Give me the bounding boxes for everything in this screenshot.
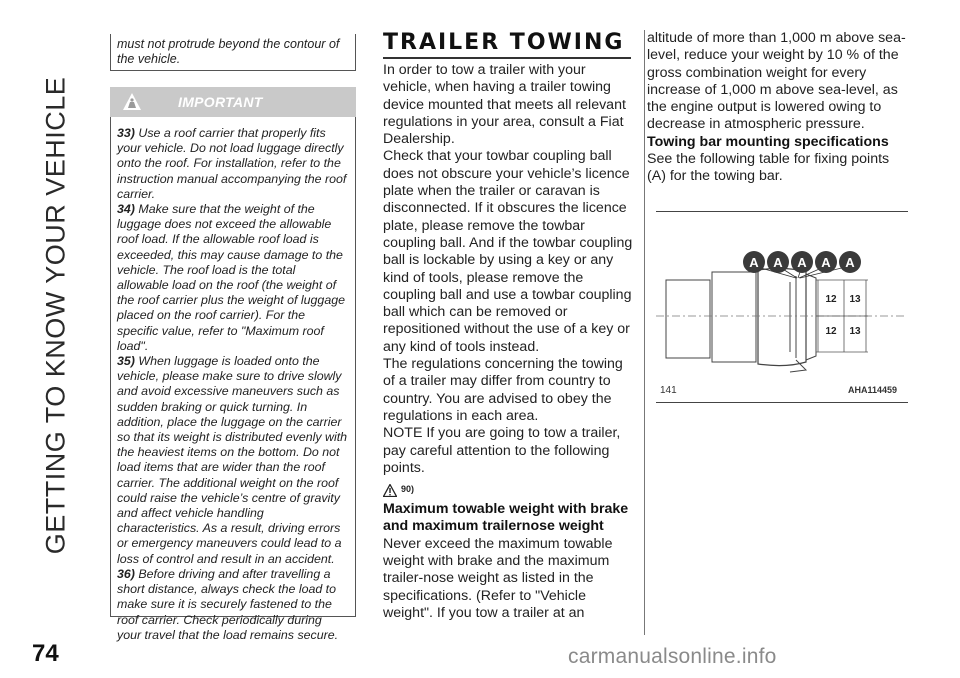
warning-triangle-icon (122, 92, 142, 112)
figure-number: 141 (660, 385, 677, 396)
subheading: Maximum towable weight with brake and maximum trailernose weight (383, 501, 629, 535)
dimension-label-12-upper: 12 (825, 294, 837, 305)
page-number: 74 (32, 640, 59, 667)
column-divider (644, 30, 645, 635)
important-header (110, 87, 356, 117)
note-number: 33) (117, 126, 135, 140)
note-33 (117, 126, 349, 202)
figure-code: AHA114459 (848, 385, 898, 395)
note-number: 34) (117, 202, 135, 217)
note-35 (117, 354, 349, 567)
callout-a-5-label: A (845, 255, 855, 270)
paragraph: In order to tow a trailer with your vehicle, when having a trailer towing device mounted that meets all relevant regulations in your area, consult a Fiat Dealership. (383, 62, 626, 148)
note-text: When luggage is loaded onto the vehicle, please make sure to drive slowly and avoid excessive maneuvers such as sudden braking or quick turning. In addition, place the luggage on the carrier so that its weight is distributed evenly with the heaviest items on the bottom. Do not load items that are wider than the roof carrier. The additional weight on the roof could raise the vehicle’s centre of gravity and affect vehicle handling characteristics. As a result, driving errors or emergency maneuvers could lead to a loss of control and result in an accident. (117, 354, 348, 566)
section-side-heading-text: GETTING TO KNOW YOUR VEHICLE (40, 76, 71, 554)
paragraph: See the following table for fixing points (A) for the towing bar. (647, 151, 890, 185)
towing-bar-figure (656, 211, 908, 403)
callout-a-3-label: A (797, 255, 807, 270)
warning-ref-number: 90) (401, 484, 415, 495)
callout-a-2-label: A (773, 255, 783, 270)
watermark: carmanualsonline.info (568, 645, 777, 668)
continuation-note-box (110, 34, 356, 71)
important-label: IMPORTANT (178, 94, 263, 110)
section-side-heading (28, 30, 84, 600)
callout-a-4-label: A (821, 255, 831, 270)
paragraph: Check that your towbar coupling ball does not obscure your vehicle’s licence plate when the trailer or caravan is disconnected. If it obscures the licence plate, please remove the towbar coupling ball. And if the towbar coupling ball is lockable by using a key or any kind of tools, please remove the coupling ball and use a towbar coupling ball which can be removed or repositioned without the use of a key or any kind of tools instead. (383, 148, 633, 355)
paragraph: NOTE If you are going to tow a trailer, pay careful attention to the following points. (383, 425, 621, 476)
dimension-label-13-lower: 13 (849, 326, 861, 337)
warning-icon (383, 484, 397, 497)
altitude-and-mounting-text (647, 30, 909, 186)
subheading: Towing bar mounting specifications (647, 133, 889, 150)
note-text: Make sure that the weight of the luggage does not exceed the allowable roof load. If the allowable roof load is exceeded, this may cause damage to the vehicle. The roof load is the total allowable load on the roof (the weight of the roof carrier plus the weight of luggage placed on the roof carrier). For the specific value, refer to "Maximum roof load". (117, 202, 345, 353)
towing-bar-diagram (656, 212, 906, 402)
dimension-label-12-lower: 12 (825, 326, 837, 337)
continuation-note-text: must not protrude beyond the contour of the vehicle. (117, 37, 340, 66)
note-text: Use a roof carrier that properly fits your vehicle. Do not load luggage directly onto the roof. For installation, refer to the instruction manual accompanying the roof carrier. (117, 126, 347, 201)
trailer-towing-body (383, 62, 635, 622)
trailer-towing-heading: TRAILER TOWING (383, 30, 625, 55)
note-number: 36) (117, 566, 135, 581)
note-34 (117, 202, 349, 354)
note-text: Before driving and after travelling a short distance, always check the load to make sure it is securely fastened to the roof carrier. Check periodically during your travel that the load remains secure. (117, 566, 339, 642)
fixing-point-callouts (743, 251, 861, 273)
dimension-label-13-upper: 13 (849, 294, 861, 305)
paragraph: The regulations concerning the towing of a trailer may differ from country to country. You are advised to obey the regulations in each area. (383, 356, 623, 424)
paragraph: altitude of more than 1,000 m above sea-level, reduce your weight by 10 % of the gross combination weight for every increase of 1,000 m above sea-level, as the engine output is lowered owing to decrease in atmospheric pressure. (647, 30, 906, 133)
note-36 (117, 567, 349, 643)
paragraph: Never exceed the maximum towable weight with brake and the maximum trailer-nose weight as listed in the specifications. (Refer to "Vehicle weight". If you tow a trailer at an (383, 535, 613, 621)
warning-reference (383, 479, 635, 501)
heading-rule (383, 57, 631, 59)
note-number: 35) (117, 354, 135, 369)
callout-a-1-label: A (749, 255, 759, 270)
important-notes (110, 117, 356, 642)
